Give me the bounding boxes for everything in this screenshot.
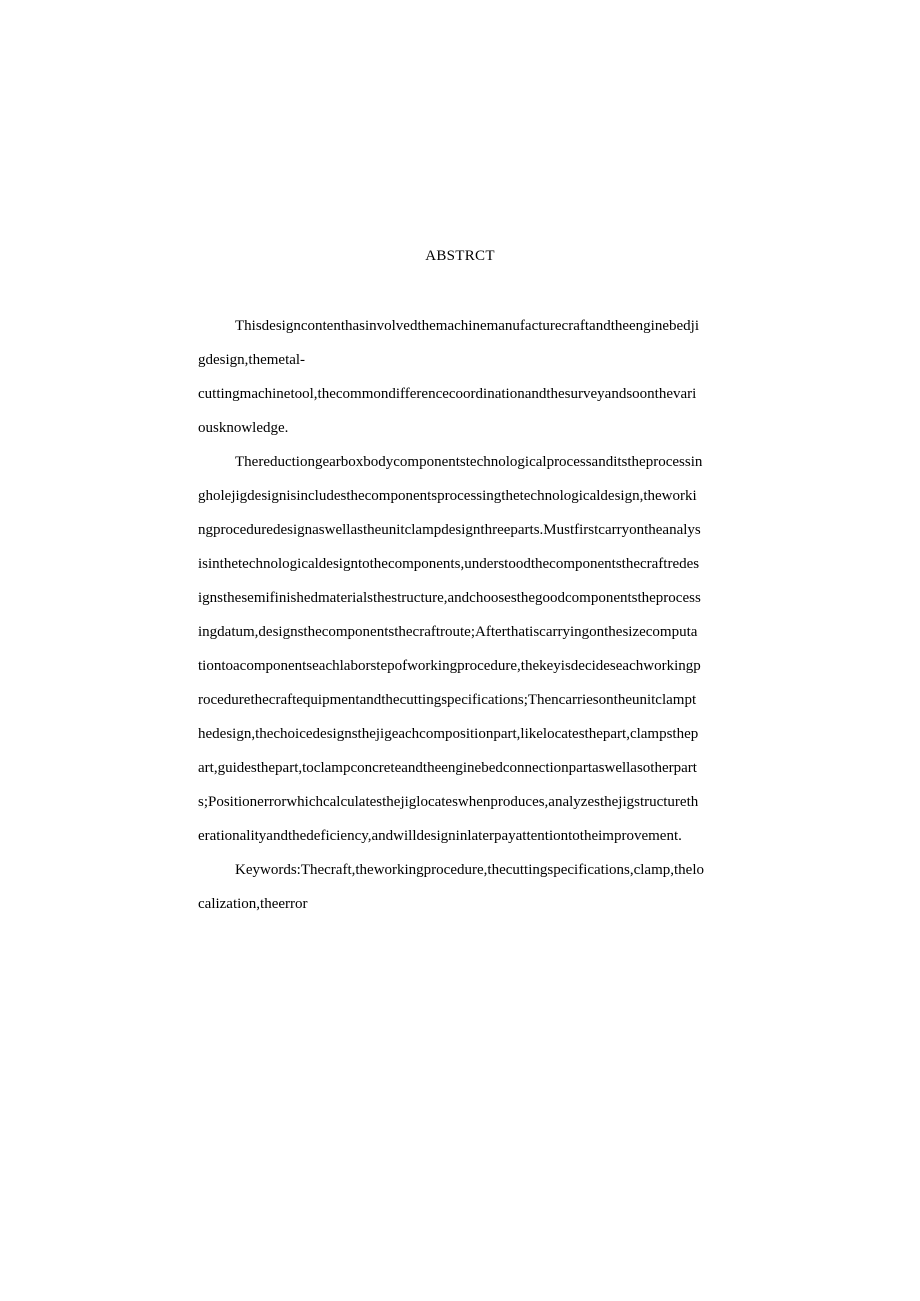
keywords-line-1: Keywords:Thecraft,theworkingprocedure,thecuttingspecifications,clamp,thelo	[235, 862, 704, 878]
paragraph-1-line-2: gdesign,themetal-	[198, 352, 306, 368]
paragraph-2-line-9: hedesign,thechoicedesignsthejigeachcompositionpart,likelocatesthepart,clampsthep	[198, 726, 699, 742]
paragraph-2-line-2: gholejigdesignisincludesthecomponentsprocessingthetechnologicaldesign,theworki	[198, 488, 697, 504]
paragraph-2-line-12: erationalityandthedeficiency,andwilldesigninlaterpayattentiontotheimprovement.	[198, 828, 682, 844]
paragraph-1-line-3: cuttingmachinetool,thecommondifferencecoordinationandthesurveyandsoonthevari	[198, 386, 697, 402]
abstract-title: ABSTRCT	[425, 248, 495, 264]
paragraph-2-line-3: ngproceduredesignaswellastheunitclampdesignthreeparts.Mustfirstcarryontheanalys	[198, 522, 701, 538]
paragraph-2-line-7: tiontoacomponentseachlaborstepofworkingprocedure,thekeyisdecideseachworkingp	[198, 658, 701, 674]
paragraph-2-line-10: art,guidesthepart,toclampconcreteandtheenginebedconnectionpartaswellasotherpart	[198, 760, 697, 776]
paragraph-2-line-8: rocedurethecraftequipmentandthecuttingspecifications;Thencarriesontheunitclampt	[198, 692, 697, 708]
paragraph-1-line-1: Thisdesigncontenthasinvolvedthemachinemanufacturecraftandtheenginebedji	[235, 318, 699, 334]
keywords-line-2: calization,theerror	[198, 896, 308, 912]
paragraph-2-line-6: ingdatum,designsthecomponentsthecraftroute;Afterthatiscarryingonthesizecomputa	[198, 624, 698, 640]
paragraph-2-line-1: Thereductiongearboxbodycomponentstechnologicalprocessanditstheprocessin	[235, 454, 703, 470]
paragraph-2-line-11: s;Positionerrorwhichcalculatesthejiglocateswhenproduces,analyzesthejigstructureth	[198, 794, 699, 810]
paragraph-1-line-4: ousknowledge.	[198, 420, 289, 436]
paragraph-2-line-4: isinthetechnologicaldesigntothecomponents,understoodthecomponentsthecraftredes	[198, 556, 700, 572]
paragraph-2-line-5: ignsthesemifinishedmaterialsthestructure,andchoosesthegoodcomponentstheprocess	[198, 590, 701, 606]
